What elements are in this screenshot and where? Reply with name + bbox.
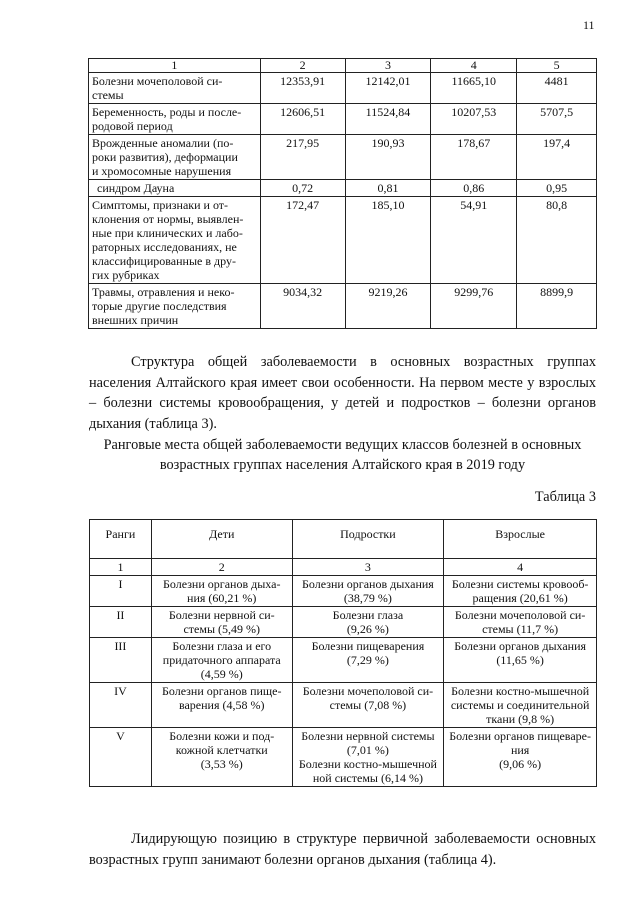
value-cell: 80,8 (517, 197, 597, 284)
header-cell: 4 (431, 59, 517, 73)
morbidity-table (88, 58, 597, 329)
table-row (89, 180, 597, 197)
table-row (90, 638, 597, 683)
header-cell: 5 (517, 59, 597, 73)
value-cell: 0,72 (260, 180, 345, 197)
children-cell: Болезни глаза и его придаточного аппарата (4,59 %) (151, 638, 292, 683)
teens-cell: Болезни пищеварения (7,29 %) (292, 638, 444, 683)
value-cell: 12353,91 (260, 73, 345, 104)
teens-cell: Болезни нервной системы (7,01 %) Болезни костно-мышечной ной системы (6,14 %) (292, 728, 444, 787)
value-cell: 0,95 (517, 180, 597, 197)
page-number: 11 (583, 18, 595, 32)
rank-cell: III (90, 638, 152, 683)
rank-cell: I (90, 576, 152, 607)
table-number-row (90, 559, 597, 576)
value-cell: 217,95 (260, 135, 345, 180)
value-cell: 9299,76 (431, 284, 517, 329)
table-caption: Ранговые места общей заболеваемости ведущих классов болезней в основных возрастных группах населения Алтайского края в 2019 году (103, 437, 582, 473)
table-row (89, 73, 597, 104)
value-cell: 178,67 (431, 135, 517, 180)
header-cell: Взрослые (444, 520, 597, 559)
table-row (89, 135, 597, 180)
value-cell: 172,47 (260, 197, 345, 284)
header-cell: Ранги (90, 520, 152, 559)
value-cell: 9034,32 (260, 284, 345, 329)
teens-cell: Болезни органов дыхания (38,79 %) (292, 576, 444, 607)
table-row (89, 197, 597, 284)
rank-cell: V (90, 728, 152, 787)
adults-cell: Болезни органов дыхания (11,65 %) (444, 638, 597, 683)
children-cell: Болезни кожи и под- кожной клетчатки (3,53 %) (151, 728, 292, 787)
header-cell: 3 (345, 59, 431, 73)
rank-cell: II (90, 607, 152, 638)
value-cell: 185,10 (345, 197, 431, 284)
paragraph-leading: Лидирующую позицию в структуре первичной заболеваемости основных возрастных групп занимают болезни органов дыхания (таблица 4). (89, 831, 596, 868)
header-cell: 2 (260, 59, 345, 73)
children-cell: Болезни органов дыха- ния (60,21 %) (151, 576, 292, 607)
row-label: Симптомы, признаки и от- клонения от нормы, выявлен- ные при клинических и лабо- раторных исследованиях, не классифицированные в дру- гих рубриках (89, 197, 261, 284)
value-cell: 12142,01 (345, 73, 431, 104)
rank-table (89, 519, 597, 787)
row-label: Травмы, отравления и неко- торые другие последствия внешних причин (89, 284, 261, 329)
children-cell: Болезни органов пище- варения (4,58 %) (151, 683, 292, 728)
row-label: Болезни мочеполовой си- стемы (89, 73, 261, 104)
table-row (89, 104, 597, 135)
table-row (90, 607, 597, 638)
row-label: Беременность, роды и после- родовой период (89, 104, 261, 135)
value-cell: 5707,5 (517, 104, 597, 135)
table-row (90, 728, 597, 787)
rank-cell: IV (90, 683, 152, 728)
children-cell: Болезни нервной си- стемы (5,49 %) (151, 607, 292, 638)
adults-cell: Болезни органов пищеваре- ния (9,06 %) (444, 728, 597, 787)
value-cell: 11665,10 (431, 73, 517, 104)
paragraph-structure: Структура общей заболеваемости в основных возрастных группах населения Алтайского края имеет свои особенности. На первом месте у взрослых – болезни системы кровообращения, у детей и подростков – болезни органов дыхания (таблица 3). (89, 354, 596, 432)
row-label: синдром Дауна (89, 180, 261, 197)
value-cell: 9219,26 (345, 284, 431, 329)
adults-cell: Болезни костно-мышечной системы и соединительной ткани (9,8 %) (444, 683, 597, 728)
value-cell: 0,86 (431, 180, 517, 197)
table-row (90, 683, 597, 728)
value-cell: 11524,84 (345, 104, 431, 135)
number-cell: 4 (444, 559, 597, 576)
teens-cell: Болезни мочеполовой си- стемы (7,08 %) (292, 683, 444, 728)
table-header-row (90, 520, 597, 559)
value-cell: 8899,9 (517, 284, 597, 329)
adults-cell: Болезни мочеполовой си- стемы (11,7 %) (444, 607, 597, 638)
value-cell: 54,91 (431, 197, 517, 284)
value-cell: 190,93 (345, 135, 431, 180)
table-row (89, 284, 597, 329)
value-cell: 197,4 (517, 135, 597, 180)
value-cell: 4481 (517, 73, 597, 104)
header-cell: Дети (151, 520, 292, 559)
adults-cell: Болезни системы кровооб- ращения (20,61 %) (444, 576, 597, 607)
number-cell: 1 (90, 559, 152, 576)
table-row (90, 576, 597, 607)
teens-cell: Болезни глаза (9,26 %) (292, 607, 444, 638)
value-cell: 0,81 (345, 180, 431, 197)
table-header-row (89, 59, 597, 73)
row-label: Врожденные аномалии (по- роки развития), деформации и хромосомные нарушения (89, 135, 261, 180)
header-cell: Подростки (292, 520, 444, 559)
number-cell: 2 (151, 559, 292, 576)
value-cell: 10207,53 (431, 104, 517, 135)
number-cell: 3 (292, 559, 444, 576)
header-cell: 1 (89, 59, 261, 73)
table-label: Таблица 3 (534, 489, 596, 505)
value-cell: 12606,51 (260, 104, 345, 135)
